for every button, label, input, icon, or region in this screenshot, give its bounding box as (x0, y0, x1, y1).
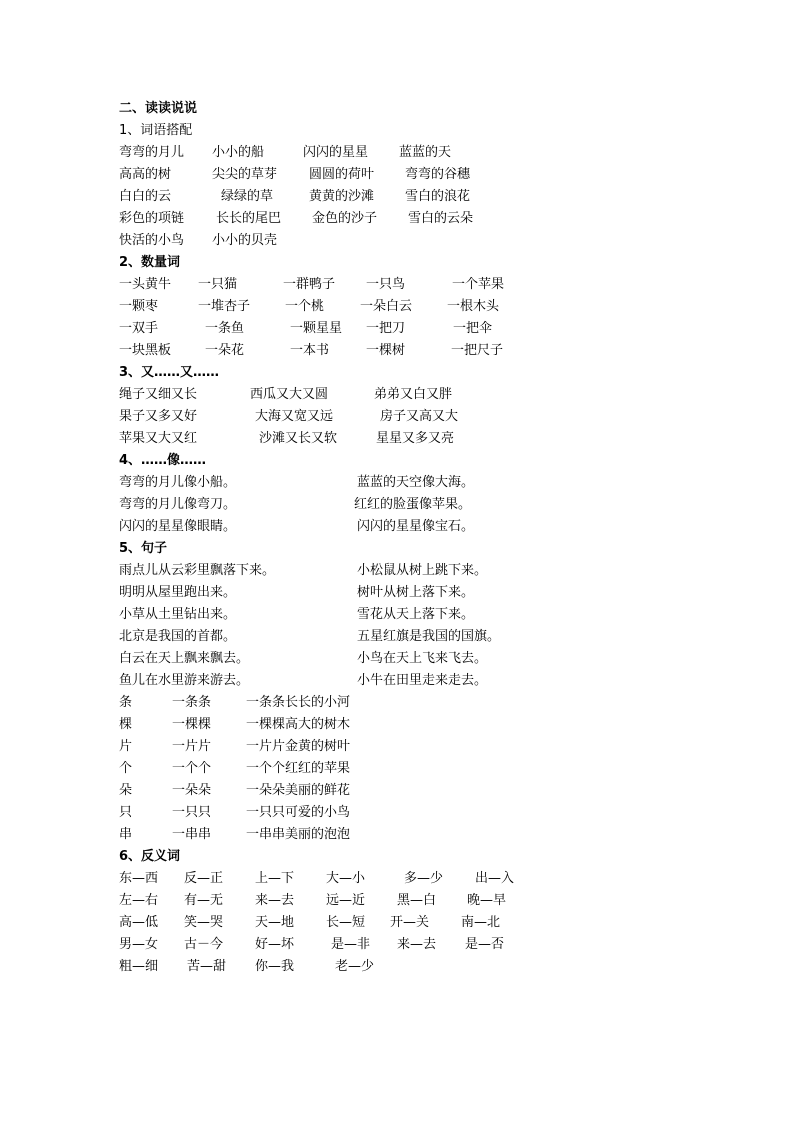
s4-sentence: 蓝蓝的天空像大海。 (357, 475, 475, 490)
s6-row (0, 869, 794, 889)
s1-word: 小小的船 (212, 145, 265, 160)
measure-word: 朵 (119, 783, 133, 798)
s5-measure-row (0, 693, 794, 713)
s5-sentence: 雪花从天上落下来。 (357, 607, 475, 622)
s1-word: 蓝蓝的天 (399, 145, 452, 160)
antonym-pair: 长—短 (326, 915, 366, 930)
s1-row (0, 231, 794, 251)
antonym-pair: 黑—白 (397, 893, 437, 908)
antonym-pair: 多—少 (404, 871, 444, 886)
s5-sentence: 五星红旗是我国的国旗。 (357, 629, 501, 644)
s1-title-text: 1、词语搭配 (119, 123, 193, 138)
s3-sentence: 绳子又细又长 (119, 387, 198, 402)
s1-word: 闪闪的星星 (303, 145, 369, 160)
s5-sentence: 白云在天上飘来飘去。 (119, 651, 250, 666)
s6-row (0, 957, 794, 977)
measure-word: 只 (119, 805, 133, 820)
s3-sentence: 房子又高又大 (380, 409, 459, 424)
antonym-pair: 东—西 (119, 871, 159, 886)
s4-title (0, 451, 794, 471)
s3-row (0, 429, 794, 449)
antonym-pair: 上—下 (255, 871, 295, 886)
s3-sentence: 果子又多又好 (119, 409, 198, 424)
s1-word: 快活的小鸟 (119, 233, 185, 248)
s5-row (0, 583, 794, 603)
antonym-pair: 苦—甜 (187, 959, 227, 974)
antonym-pair: 左—右 (119, 893, 159, 908)
s1-word: 黄黄的沙滩 (309, 189, 375, 204)
s5-measure-row (0, 737, 794, 757)
s5-measure-row (0, 781, 794, 801)
s5-row (0, 605, 794, 625)
antonym-pair: 粗—细 (119, 959, 159, 974)
antonym-pair: 老—少 (335, 959, 375, 974)
measure-phrase: 一串串美丽的泡泡 (246, 827, 351, 842)
s5-sentence: 小松鼠从树上跳下来。 (357, 563, 488, 578)
s3-row (0, 385, 794, 405)
s2-title (0, 253, 794, 273)
s4-sentence: 弯弯的月儿像小船。 (119, 475, 237, 490)
s6-title-text: 6、反义词 (119, 849, 181, 864)
s1-word: 弯弯的月儿 (119, 145, 185, 160)
antonym-pair: 你—我 (255, 959, 295, 974)
s1-word: 圆圆的荷叶 (309, 167, 375, 182)
measure-repeat: 一棵棵 (172, 717, 212, 732)
s2-row (0, 275, 794, 295)
s3-title (0, 363, 794, 383)
s4-title-text: 4、……像…… (119, 453, 207, 468)
s5-sentence: 北京是我国的首都。 (119, 629, 237, 644)
s4-row (0, 517, 794, 537)
s3-row (0, 407, 794, 427)
s3-sentence: 大海又宽又远 (255, 409, 334, 424)
s5-row (0, 671, 794, 691)
s1-word: 尖尖的草芽 (212, 167, 278, 182)
s2-word: 一群鸭子 (283, 277, 336, 292)
s1-word: 雪白的云朵 (408, 211, 474, 226)
s5-measure-row (0, 825, 794, 845)
s4-sentence: 红红的脸蛋像苹果。 (354, 497, 472, 512)
s2-row (0, 341, 794, 361)
s1-word: 彩色的项链 (119, 211, 185, 226)
s2-word: 一只鸟 (366, 277, 406, 292)
s1-word: 长长的尾巴 (216, 211, 282, 226)
s3-sentence: 星星又多又亮 (376, 431, 455, 446)
s4-sentence: 闪闪的星星像眼睛。 (119, 519, 237, 534)
s5-title-text: 5、句子 (119, 541, 168, 556)
section-title-text: 二、读读说说 (119, 101, 198, 116)
s2-word: 一颗枣 (119, 299, 159, 314)
s6-row (0, 891, 794, 911)
measure-repeat: 一朵朵 (172, 783, 212, 798)
s5-sentence: 雨点儿从云彩里飘落下来。 (119, 563, 276, 578)
s1-word: 高高的树 (119, 167, 172, 182)
s3-title-text: 3、又……又…… (119, 365, 220, 380)
measure-word: 棵 (119, 717, 133, 732)
s2-word: 一块黑板 (119, 343, 172, 358)
s1-row (0, 143, 794, 163)
antonym-pair: 高—低 (119, 915, 159, 930)
antonym-pair: 男—女 (119, 937, 159, 952)
measure-phrase: 一棵棵高大的树木 (246, 717, 351, 732)
antonym-pair: 来—去 (255, 893, 295, 908)
measure-phrase: 一条条长长的小河 (246, 695, 351, 710)
s2-row (0, 297, 794, 317)
measure-repeat: 一个个 (172, 761, 212, 776)
antonym-pair: 出—入 (475, 871, 515, 886)
s2-word: 一根木头 (447, 299, 500, 314)
measure-word: 串 (119, 827, 133, 842)
s6-row (0, 935, 794, 955)
s2-word: 一条鱼 (205, 321, 245, 336)
s2-word: 一个桃 (285, 299, 325, 314)
measure-repeat: 一串串 (172, 827, 212, 842)
s4-sentence: 闪闪的星星像宝石。 (357, 519, 475, 534)
measure-repeat: 一条条 (172, 695, 212, 710)
s1-row (0, 187, 794, 207)
s5-title (0, 539, 794, 559)
section-title (0, 99, 794, 119)
s5-sentence: 小鸟在天上飞来飞去。 (357, 651, 488, 666)
antonym-pair: 开—关 (390, 915, 430, 930)
s1-word: 小小的贝壳 (212, 233, 278, 248)
s2-word: 一朵白云 (360, 299, 413, 314)
s3-sentence: 西瓜又大又圆 (250, 387, 329, 402)
measure-word: 条 (119, 695, 133, 710)
antonym-pair: 南—北 (461, 915, 501, 930)
s2-word: 一把尺子 (451, 343, 504, 358)
s3-sentence: 苹果又大又红 (119, 431, 198, 446)
s2-title-text: 2、数量词 (119, 255, 181, 270)
s2-word: 一个苹果 (452, 277, 505, 292)
measure-phrase: 一朵朵美丽的鲜花 (246, 783, 351, 798)
s5-row (0, 561, 794, 581)
s4-row (0, 473, 794, 493)
s2-word: 一只猫 (198, 277, 238, 292)
s2-word: 一双手 (119, 321, 159, 336)
measure-word: 片 (119, 739, 133, 754)
s3-sentence: 弟弟又白又胖 (374, 387, 453, 402)
measure-word: 个 (119, 761, 133, 776)
s1-title (0, 121, 794, 141)
s4-row (0, 495, 794, 515)
antonym-pair: 笑—哭 (184, 915, 224, 930)
antonym-pair: 晚—早 (467, 893, 507, 908)
measure-repeat: 一只只 (172, 805, 212, 820)
s5-sentence: 小草从土里钻出来。 (119, 607, 237, 622)
antonym-pair: 是—非 (331, 937, 371, 952)
s2-word: 一朵花 (205, 343, 245, 358)
antonym-pair: 是—否 (465, 937, 505, 952)
s1-row (0, 165, 794, 185)
antonym-pair: 来—去 (397, 937, 437, 952)
s4-sentence: 弯弯的月儿像弯刀。 (119, 497, 237, 512)
s5-sentence: 树叶从树上落下来。 (357, 585, 475, 600)
s1-word: 雪白的浪花 (405, 189, 471, 204)
s2-word: 一头黄牛 (119, 277, 172, 292)
s1-word: 白白的云 (119, 189, 172, 204)
s2-word: 一把刀 (366, 321, 406, 336)
measure-phrase: 一只只可爱的小鸟 (246, 805, 351, 820)
s5-sentence: 明明从屋里跑出来。 (119, 585, 237, 600)
s6-title (0, 847, 794, 867)
s2-word: 一本书 (290, 343, 330, 358)
antonym-pair: 远—近 (326, 893, 366, 908)
s5-sentence: 小牛在田里走来走去。 (357, 673, 488, 688)
antonym-pair: 天—地 (255, 915, 295, 930)
s5-row (0, 627, 794, 647)
measure-repeat: 一片片 (172, 739, 212, 754)
s2-word: 一棵树 (366, 343, 406, 358)
s1-word: 金色的沙子 (312, 211, 378, 226)
s6-row (0, 913, 794, 933)
s2-word: 一把伞 (453, 321, 493, 336)
s5-row (0, 649, 794, 669)
measure-phrase: 一个个红红的苹果 (246, 761, 351, 776)
s5-measure-row (0, 759, 794, 779)
s2-word: 一堆杏子 (198, 299, 251, 314)
s5-measure-row (0, 715, 794, 735)
s1-word: 弯弯的谷穗 (405, 167, 471, 182)
measure-phrase: 一片片金黄的树叶 (246, 739, 351, 754)
s2-row (0, 319, 794, 339)
antonym-pair: 古－今 (184, 937, 224, 952)
antonym-pair: 大—小 (326, 871, 366, 886)
s3-sentence: 沙滩又长又软 (259, 431, 338, 446)
s1-word: 绿绿的草 (221, 189, 274, 204)
antonym-pair: 好—坏 (255, 937, 295, 952)
s1-row (0, 209, 794, 229)
s5-measure-row (0, 803, 794, 823)
s2-word: 一颗星星 (290, 321, 343, 336)
s5-sentence: 鱼儿在水里游来游去。 (119, 673, 250, 688)
antonym-pair: 有—无 (184, 893, 224, 908)
antonym-pair: 反—正 (184, 871, 224, 886)
